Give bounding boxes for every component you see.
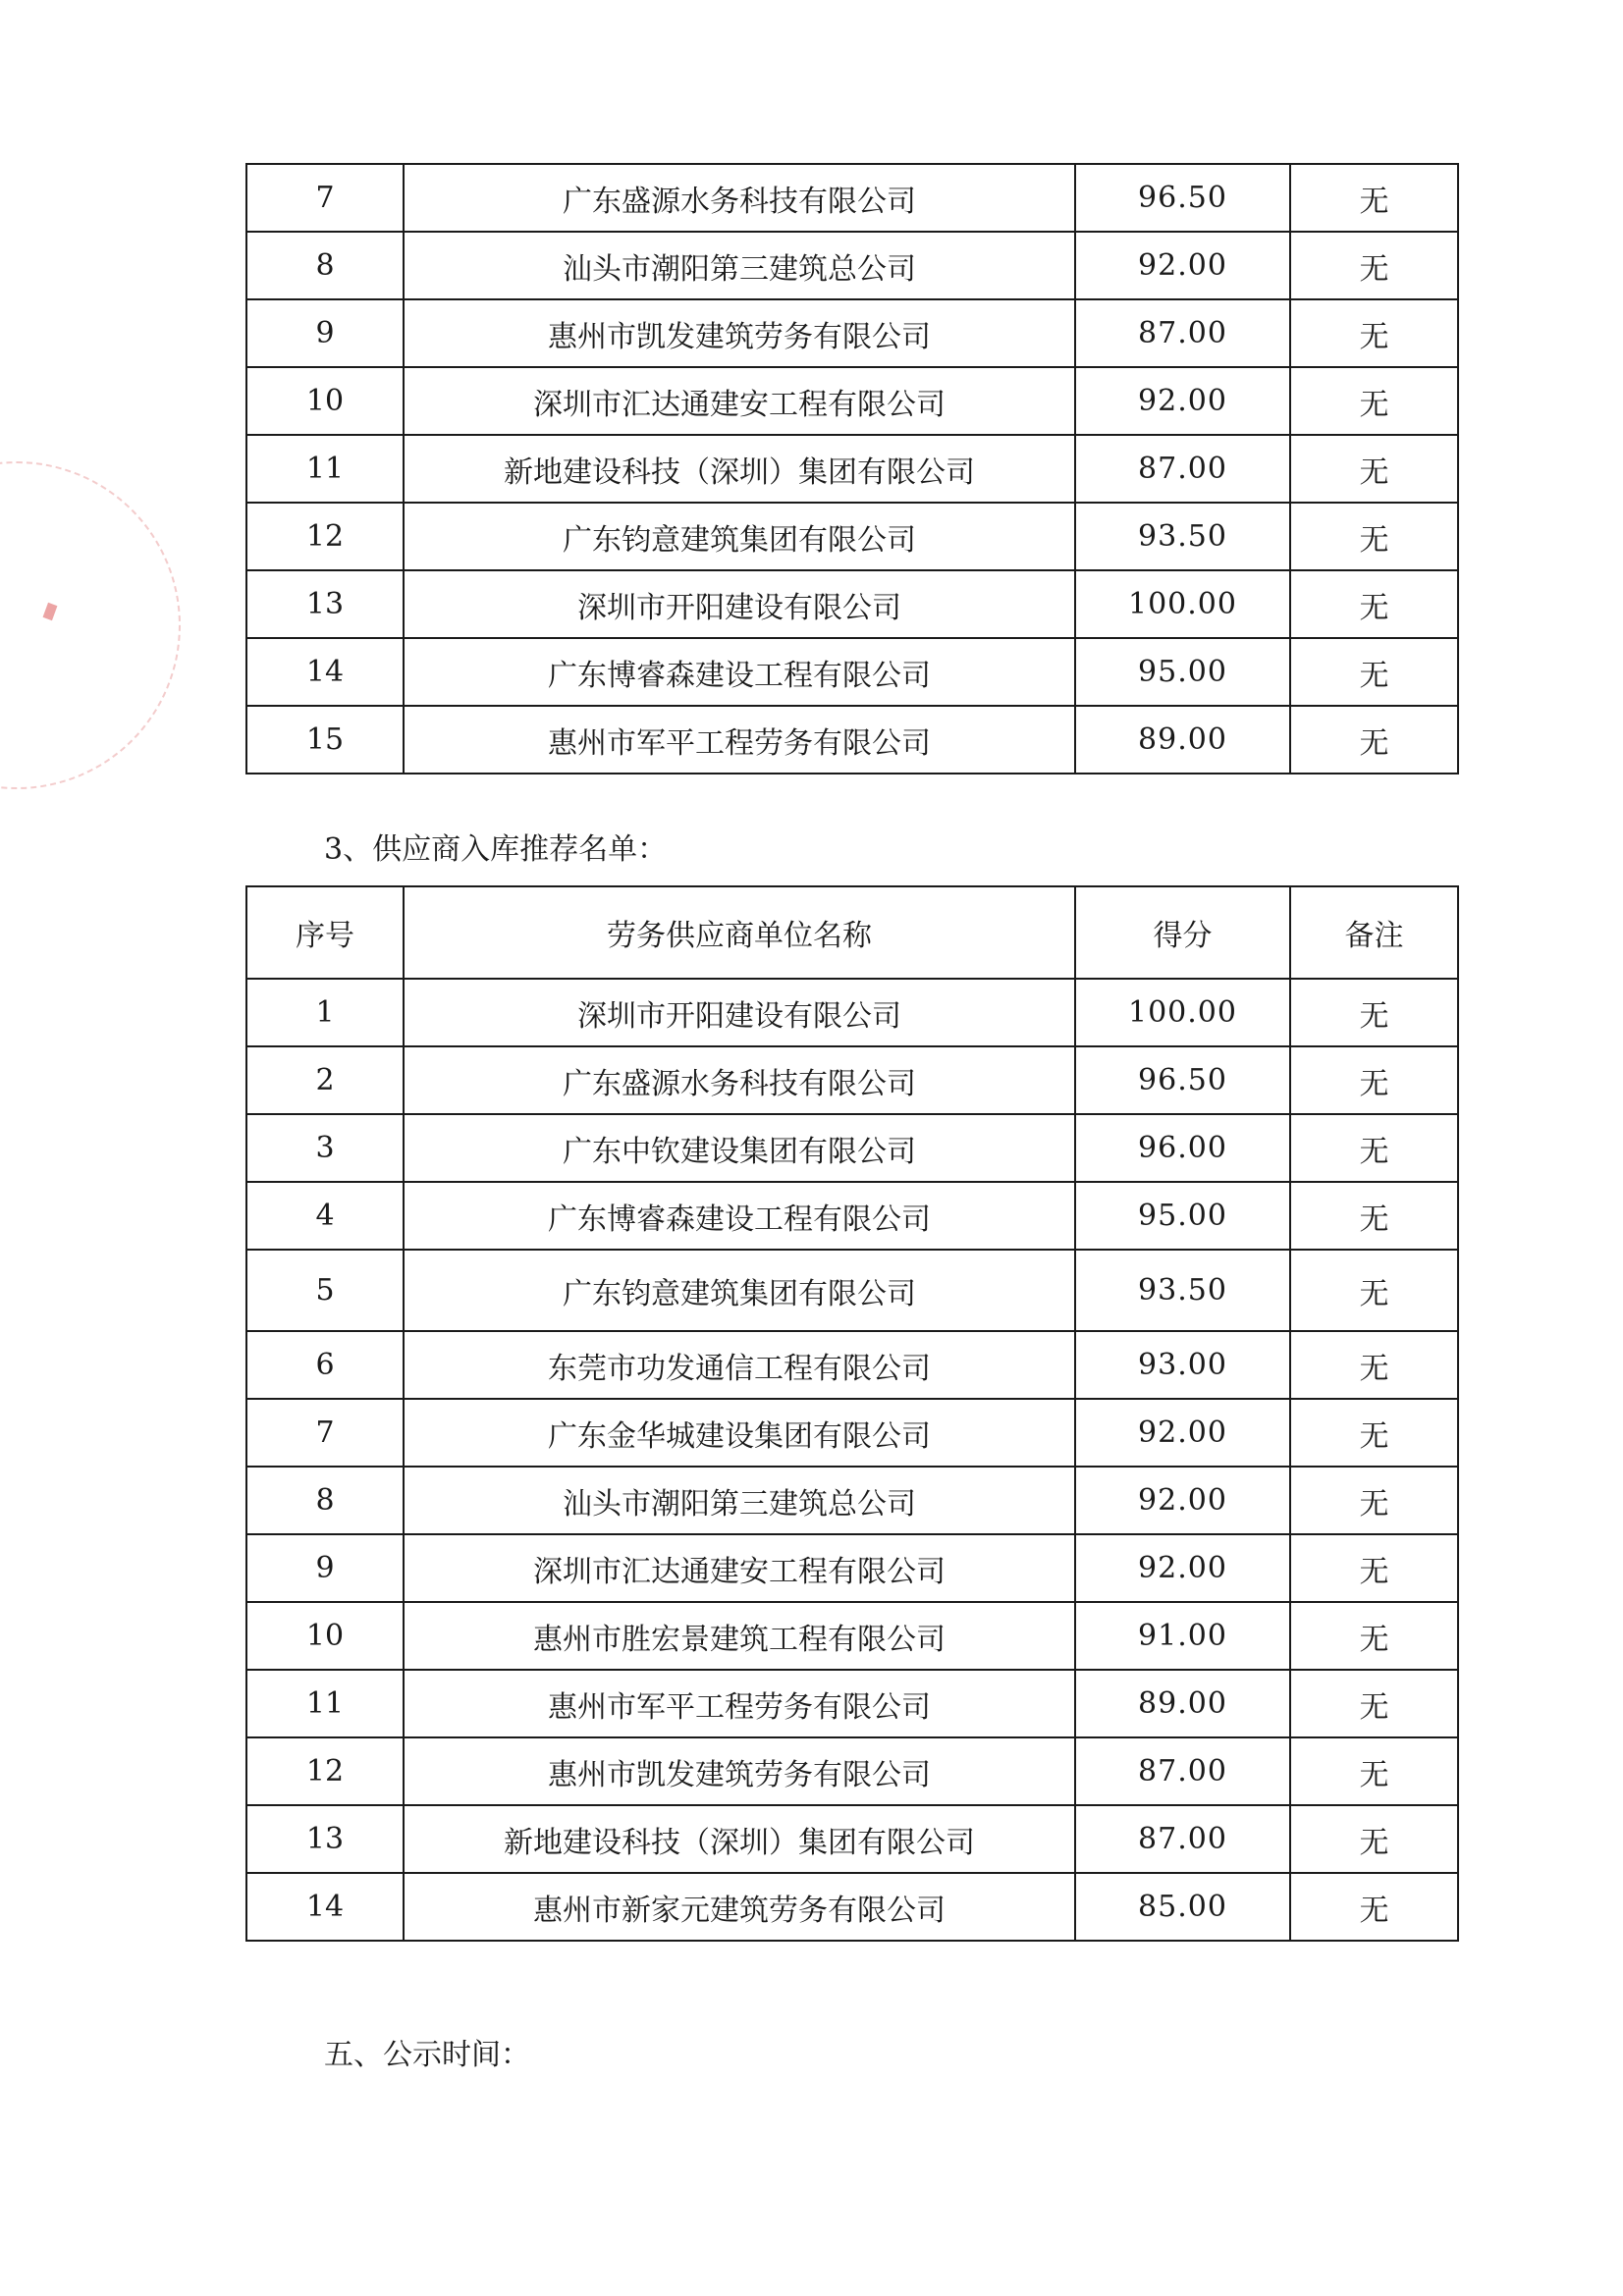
note: 无 [1290, 299, 1458, 367]
note: 无 [1290, 1873, 1458, 1941]
supplier-name: 深圳市开阳建设有限公司 [404, 979, 1075, 1046]
table-row [246, 1331, 1458, 1399]
row-number: 14 [246, 638, 404, 706]
score: 87.00 [1075, 1737, 1290, 1805]
supplier-name: 惠州市凯发建筑劳务有限公司 [404, 1737, 1075, 1805]
table-row [246, 1534, 1458, 1602]
row-number: 3 [246, 1114, 404, 1182]
note: 无 [1290, 503, 1458, 570]
supplier-score-table-continued [245, 163, 1459, 774]
note: 无 [1290, 367, 1458, 435]
table-row [246, 1399, 1458, 1467]
table-row [246, 706, 1458, 774]
table-row [246, 1873, 1458, 1941]
score: 96.50 [1075, 1046, 1290, 1114]
row-number: 5 [246, 1250, 404, 1331]
row-number: 15 [246, 706, 404, 774]
note: 无 [1290, 1114, 1458, 1182]
supplier-name: 惠州市新家元建筑劳务有限公司 [404, 1873, 1075, 1941]
score: 96.00 [1075, 1114, 1290, 1182]
table-row [246, 1805, 1458, 1873]
score: 92.00 [1075, 1467, 1290, 1534]
supplier-name: 深圳市开阳建设有限公司 [404, 570, 1075, 638]
table-row [246, 1046, 1458, 1114]
table-row [246, 1114, 1458, 1182]
note: 无 [1290, 1805, 1458, 1873]
section-3-label: 3、供应商入库推荐名单： [324, 832, 668, 867]
supplier-name: 惠州市军平工程劳务有限公司 [404, 706, 1075, 774]
score: 92.00 [1075, 367, 1290, 435]
score: 89.00 [1075, 706, 1290, 774]
row-number: 2 [246, 1046, 404, 1114]
note: 无 [1290, 1399, 1458, 1467]
score: 96.50 [1075, 164, 1290, 232]
row-number: 9 [246, 299, 404, 367]
row-number: 11 [246, 1670, 404, 1737]
row-number: 12 [246, 503, 404, 570]
score: 92.00 [1075, 1534, 1290, 1602]
supplier-name: 广东盛源水务科技有限公司 [404, 1046, 1075, 1114]
note: 无 [1290, 1331, 1458, 1399]
supplier-name: 惠州市凯发建筑劳务有限公司 [404, 299, 1075, 367]
score: 100.00 [1075, 979, 1290, 1046]
table-row [246, 570, 1458, 638]
note: 无 [1290, 1737, 1458, 1805]
row-number: 1 [246, 979, 404, 1046]
table-row [246, 1182, 1458, 1250]
row-number: 8 [246, 1467, 404, 1534]
score: 85.00 [1075, 1873, 1290, 1941]
note: 无 [1290, 1182, 1458, 1250]
supplier-name: 广东中钦建设集团有限公司 [404, 1114, 1075, 1182]
note: 无 [1290, 1670, 1458, 1737]
note: 无 [1290, 706, 1458, 774]
row-number: 11 [246, 435, 404, 503]
note: 无 [1290, 1534, 1458, 1602]
score: 93.50 [1075, 503, 1290, 570]
header-number: 序号 [246, 886, 404, 979]
table-row [246, 164, 1458, 232]
supplier-name: 东莞市功发通信工程有限公司 [404, 1331, 1075, 1399]
note: 无 [1290, 638, 1458, 706]
score: 100.00 [1075, 570, 1290, 638]
score: 91.00 [1075, 1602, 1290, 1670]
supplier-name: 广东博睿森建设工程有限公司 [404, 638, 1075, 706]
section-5-heading: 五、公示时间： [324, 2038, 530, 2072]
table-row [246, 1602, 1458, 1670]
row-number: 13 [246, 1805, 404, 1873]
score: 92.00 [1075, 232, 1290, 299]
score: 87.00 [1075, 299, 1290, 367]
header-note: 备注 [1290, 886, 1458, 979]
row-number: 6 [246, 1331, 404, 1399]
supplier-name: 广东钧意建筑集团有限公司 [404, 1250, 1075, 1331]
row-number: 10 [246, 367, 404, 435]
table-row [246, 979, 1458, 1046]
row-number: 7 [246, 164, 404, 232]
table-row [246, 367, 1458, 435]
note: 无 [1290, 1250, 1458, 1331]
note: 无 [1290, 232, 1458, 299]
table-row [246, 435, 1458, 503]
supplier-name: 广东钧意建筑集团有限公司 [404, 503, 1075, 570]
table-row [246, 1737, 1458, 1805]
score: 95.00 [1075, 1182, 1290, 1250]
score: 93.50 [1075, 1250, 1290, 1331]
row-number: 13 [246, 570, 404, 638]
note: 无 [1290, 1046, 1458, 1114]
table-header-row [246, 886, 1458, 979]
supplier-name: 惠州市军平工程劳务有限公司 [404, 1670, 1075, 1737]
header-supplier-name: 劳务供应商单位名称 [404, 886, 1075, 979]
note: 无 [1290, 1467, 1458, 1534]
note: 无 [1290, 164, 1458, 232]
supplier-name: 惠州市胜宏景建筑工程有限公司 [404, 1602, 1075, 1670]
row-number: 12 [246, 1737, 404, 1805]
score: 92.00 [1075, 1399, 1290, 1467]
recommended-supplier-table [245, 885, 1459, 1942]
table-row [246, 232, 1458, 299]
score: 87.00 [1075, 435, 1290, 503]
note: 无 [1290, 979, 1458, 1046]
score: 87.00 [1075, 1805, 1290, 1873]
row-number: 8 [246, 232, 404, 299]
red-seal-partial [0, 461, 181, 789]
supplier-name: 广东金华城建设集团有限公司 [404, 1399, 1075, 1467]
score: 93.00 [1075, 1331, 1290, 1399]
supplier-name: 深圳市汇达通建安工程有限公司 [404, 367, 1075, 435]
note: 无 [1290, 570, 1458, 638]
table-row [246, 1250, 1458, 1331]
note: 无 [1290, 1602, 1458, 1670]
table-row [246, 503, 1458, 570]
table-row [246, 299, 1458, 367]
note: 无 [1290, 435, 1458, 503]
supplier-name: 新地建设科技（深圳）集团有限公司 [404, 1805, 1075, 1873]
supplier-name: 广东盛源水务科技有限公司 [404, 164, 1075, 232]
table-row [246, 638, 1458, 706]
row-number: 14 [246, 1873, 404, 1941]
supplier-name: 汕头市潮阳第三建筑总公司 [404, 232, 1075, 299]
supplier-name: 新地建设科技（深圳）集团有限公司 [404, 435, 1075, 503]
row-number: 4 [246, 1182, 404, 1250]
row-number: 9 [246, 1534, 404, 1602]
table-row [246, 1670, 1458, 1737]
supplier-name: 深圳市汇达通建安工程有限公司 [404, 1534, 1075, 1602]
supplier-name: 广东博睿森建设工程有限公司 [404, 1182, 1075, 1250]
header-score: 得分 [1075, 886, 1290, 979]
supplier-name: 汕头市潮阳第三建筑总公司 [404, 1467, 1075, 1534]
score: 89.00 [1075, 1670, 1290, 1737]
table-row [246, 1467, 1458, 1534]
row-number: 7 [246, 1399, 404, 1467]
row-number: 10 [246, 1602, 404, 1670]
score: 95.00 [1075, 638, 1290, 706]
